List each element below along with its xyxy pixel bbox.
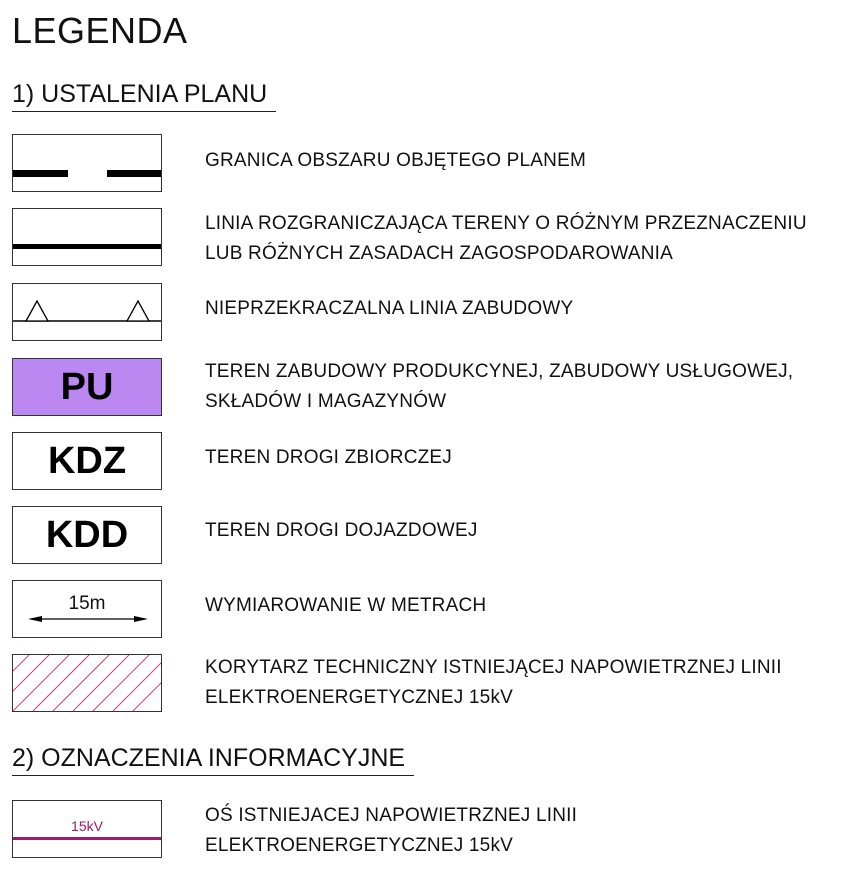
arrow-left-icon [28, 616, 42, 622]
desc-dimension [205, 591, 486, 621]
symbol-plan-boundary [12, 134, 162, 192]
desc-line: ELEKTROENERGETYCZNEJ 15kV [205, 687, 514, 708]
section-heading-ustalenia: 1) USTALENIA PLANU [12, 78, 276, 112]
dimension-label: 15m [68, 593, 106, 614]
desc-kdz [205, 443, 452, 473]
desc-pu [205, 357, 793, 417]
arrow-right-icon [134, 616, 148, 622]
desc-kdd [205, 516, 478, 546]
code-pu: PU [60, 365, 114, 408]
desc-line: KORYTARZ TECHNICZNY ISTNIEJĄCEJ NAPOWIETRZNEJ LINII [205, 657, 782, 678]
triangle-icon [26, 301, 48, 321]
desc-line: TEREN ZABUDOWY PRODUKCYNEJ, ZABUDOWY USŁUGOWEJ, [205, 361, 794, 382]
code-kdz: KDZ [47, 439, 127, 482]
desc-line: LUB RÓŻNYCH ZASADACH ZAGOSPODAROWANIA [205, 243, 674, 264]
desc-building-line [205, 294, 573, 324]
desc-line: GRANICA OBSZARU OBJĘTEGO PLANEM [205, 150, 586, 171]
desc-15kv-axis [205, 801, 577, 861]
desc-line: NIEPRZEKRACZALNA LINIA ZABUDOWY [205, 298, 574, 319]
symbol-building-line [12, 283, 162, 341]
desc-line: SKŁADÓW I MAGAZYNÓW [205, 391, 447, 412]
symbol-kdd [12, 506, 162, 564]
triangle-icon [127, 301, 149, 321]
desc-plan-boundary [205, 146, 586, 176]
desc-line: ELEKTROENERGETYCZNEJ 15kV [205, 835, 514, 856]
desc-demarcation-line [205, 209, 807, 269]
desc-line: TEREN DROGI DOJAZDOWEJ [205, 520, 478, 541]
symbol-dimension [12, 580, 162, 638]
symbol-kdz [12, 432, 162, 490]
desc-line: OŚ ISTNIEJACEJ NAPOWIETRZNEJ LINII [205, 805, 578, 826]
legend-title: LEGENDA [12, 10, 188, 51]
desc-line: TEREN DROGI ZBIORCZEJ [205, 447, 452, 468]
desc-line: LINIA ROZGRANICZAJĄCA TERENY O RÓŻNYM PRZEZNACZENIU [205, 213, 807, 234]
symbol-15kv-axis [12, 800, 162, 858]
line-15kv-label: 15kV [71, 818, 103, 834]
desc-technical-corridor [205, 653, 782, 713]
symbol-pu [12, 358, 162, 416]
section-heading-oznaczenia: 2) OZNACZENIA INFORMACYJNE [12, 742, 414, 776]
symbol-demarcation-line [12, 208, 162, 266]
code-kdd: KDD [45, 513, 129, 556]
symbol-technical-corridor [12, 654, 162, 712]
desc-line: WYMIAROWANIE W METRACH [205, 595, 487, 616]
